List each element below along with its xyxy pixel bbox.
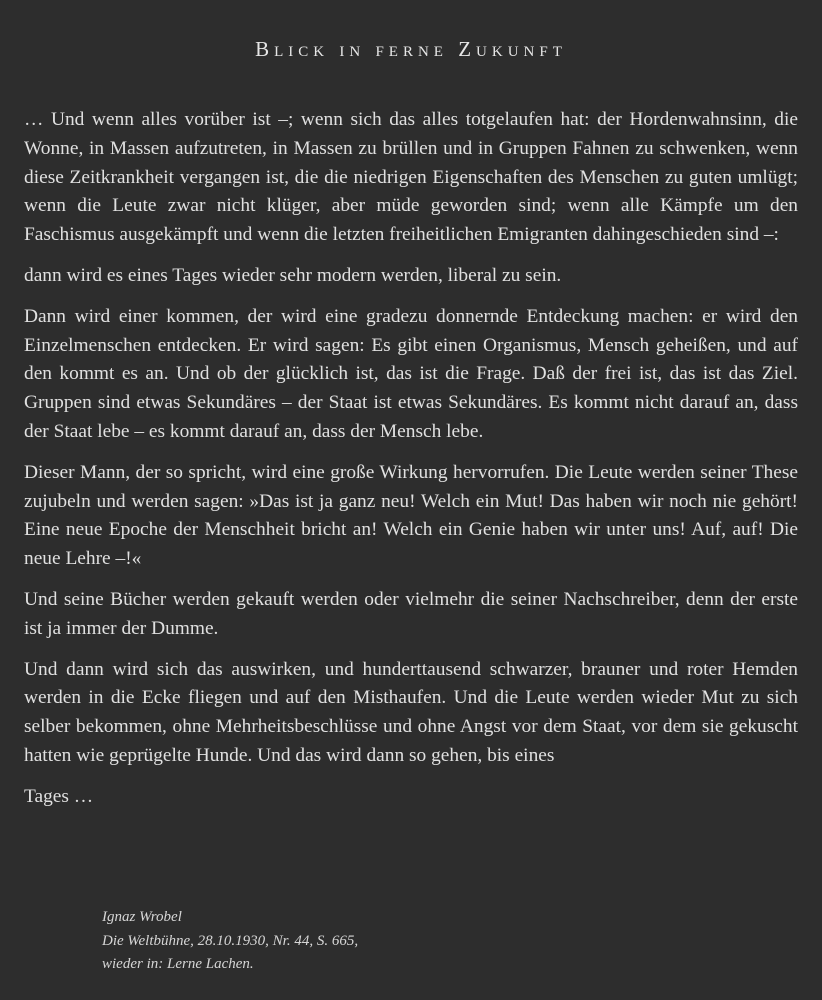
page-title: Blick in ferne Zukunft xyxy=(255,37,567,61)
paragraph: Und seine Bücher werden gekauft werden oder vielmehr die seiner Nachschreiber, denn der erste ist ja immer der Dumme. xyxy=(24,588,798,639)
paragraph: Dann wird einer kommen, der wird eine gradezu donnernde Entdeckung machen: er wird den Einzelmenschen entdecken. Er wird sagen: Es gibt einen Organismus, Mensch geheißen, und auf den kommt es an. Und ob der glücklich ist, das ist die Frage. Daß der frei ist, das ist das Ziel. Gruppen sind etwas Sekundäres – der Staat ist etwas Sekundäres. Es kommt nicht darauf an, dass der Staat lebe – es kommt darauf an, dass der Mensch lebe. xyxy=(24,305,798,442)
reprint-note: wieder in: Lerne Lachen. xyxy=(102,956,254,972)
author-name: Ignaz Wrobel xyxy=(102,909,182,925)
paragraph: … Und wenn alles vorüber ist –; wenn sich das alles totgelaufen hat: der Hordenwahnsinn, die Wonne, in Massen aufzutreten, in Massen zu brüllen und in Gruppen Fahnen zu schwenken, wenn diese Zeitkrankheit vergangen ist, die die niedrigen Eigenschaften des Menschen zu guten umlügt; wenn die Leute zwar nicht klüger, aber müde geworden sind; wenn alle Kämpfe um den Faschismus ausgekämpft und wenn die letzten freiheitlichen Emigranten dahingeschieden sind –: xyxy=(24,109,798,246)
paragraph: Dieser Mann, der so spricht, wird eine große Wirkung hervorrufen. Die Leute werden seiner These zujubeln und werden sagen: »Das ist ja ganz neu! Welch ein Mut! Das haben wir noch nie gehört! Eine neue Epoche der Menschheit bricht an! Welch ein Genie haben wir unter uns! Auf, auf! Die neue Lehre –!« xyxy=(24,461,798,570)
paragraph: Und dann wird sich das auswirken, und hunderttausend schwarzer, brauner und roter Hemden werden in die Ecke fliegen und auf den Misthaufen. Und die Leute werden wieder Mut zu sich selber bekommen, ohne Mehrheitsbeschlüsse und ohne Angst vor dem Staat, vor dem sie gekuscht hatten wie geprügelte Hunde. Und das wird dann so gehen, bis eines xyxy=(24,658,798,766)
paragraph: Tages … xyxy=(24,785,94,807)
paragraph: dann wird es eines Tages wieder sehr modern werden, liberal zu sein. xyxy=(24,264,562,286)
article-body xyxy=(24,106,798,812)
source-citation: Die Weltbühne, 28.10.1930, Nr. 44, S. 665, xyxy=(102,932,359,949)
signature-block xyxy=(102,906,358,977)
